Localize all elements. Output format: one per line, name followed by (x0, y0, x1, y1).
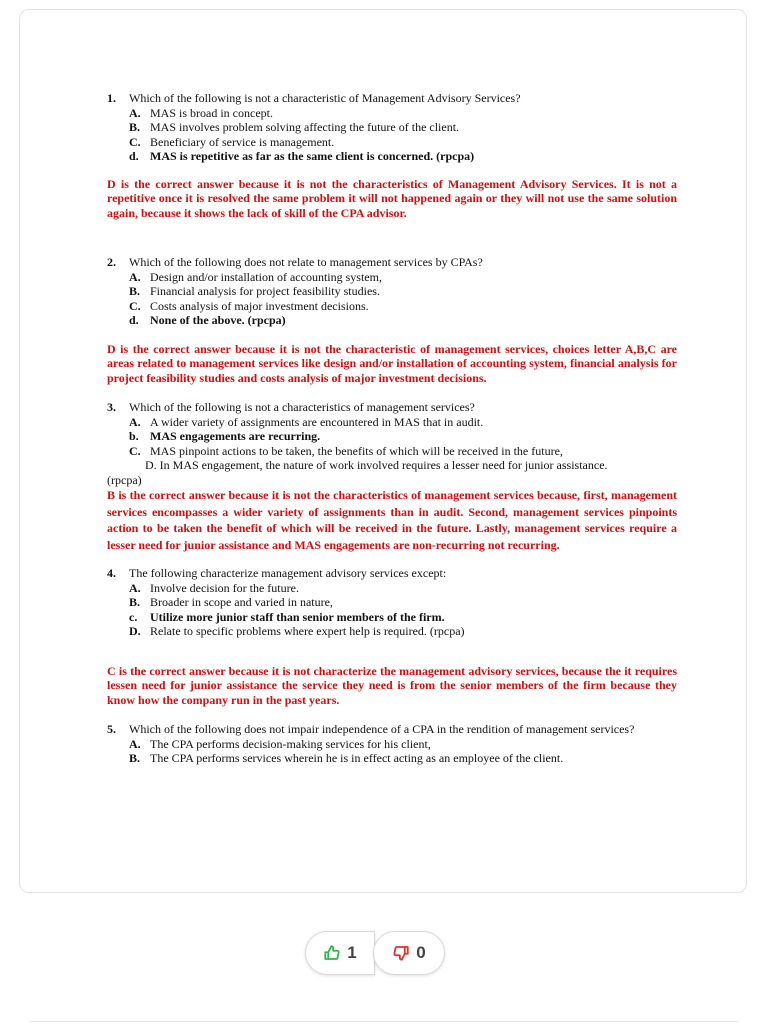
option-text: MAS is repetitive as far as the same client is concerned. (rpcpa) (150, 149, 475, 163)
option (129, 444, 677, 459)
question-2 (107, 255, 677, 270)
option-correct (129, 149, 677, 164)
question-text: The following characterize management advisory services except: (129, 566, 447, 580)
option-text: MAS engagements are recurring. (150, 429, 321, 443)
option-correct (129, 429, 677, 444)
downvote-count: 0 (416, 943, 426, 962)
option-text: A wider variety of assignments are encountered in MAS that in audit. (150, 414, 484, 429)
question-1 (107, 91, 677, 106)
option-letter: D. (129, 624, 141, 638)
option-letter: b. (129, 429, 139, 443)
option (129, 135, 677, 150)
thumbs-up-icon (323, 944, 341, 962)
option (129, 299, 677, 314)
option (129, 270, 677, 285)
question-number: 2. (107, 255, 116, 269)
option-letter: A. (129, 736, 141, 751)
option-letter: C. (129, 298, 141, 313)
option-text: Beneficiary of service is management. (150, 134, 335, 149)
answer-explanation-1: D is the correct answer because it is not the characteristics of Management Advisory Services. It is not a repetitive once it is resolved the same problem it will not happened again or they will not use the same solution again, because it shows the lack of skill of the CPA advisor. (107, 176, 677, 220)
option-letter: A. (129, 269, 141, 284)
option-text: MAS pinpoint actions to be taken, the benefits of which will be received in the future, (150, 443, 563, 458)
option (129, 737, 677, 752)
option-text: Financial analysis for project feasibility studies. (150, 284, 380, 298)
question-5-options (129, 737, 677, 766)
question-3-options (129, 415, 677, 459)
option-d-line: D. In MAS engagement, the nature of work involved requires a lesser need for junior assistance. (145, 458, 608, 472)
answer-explanation-4: C is the correct answer because it is not characterize the management advisory services, because the it requires lessen need for junior assistance the service they need is from the senior members of the firm because they know how the company run in the past years. (107, 663, 677, 707)
question-number: 4. (107, 566, 116, 580)
source-tag: (rpcpa) (107, 472, 142, 487)
question-text: Which of the following does not relate to management services by CPAs? (129, 255, 483, 269)
option-letter: B. (129, 595, 141, 609)
option-text: The CPA performs decision-making services for his client, (150, 736, 431, 751)
option-letter: c. (129, 609, 138, 624)
option (129, 581, 677, 596)
option-correct (129, 610, 677, 625)
answer-explanation-2: D is the correct answer because it is not the characteristic of management services, choices letter A,B,C are areas related to management services like design and/or installation of accounting system, financial analysis for project feasibility studies and costs analysis of major investment decisions. (107, 341, 677, 385)
option-text: MAS is broad in concept. (150, 105, 273, 120)
option-letter: d. (129, 313, 139, 327)
option-text: Broader in scope and varied in nature, (150, 595, 333, 609)
question-1-options (129, 106, 677, 164)
option-text: Costs analysis of major investment decisions. (150, 298, 369, 313)
option (129, 595, 677, 610)
option (129, 751, 677, 766)
option-text: Utilize more junior staff than senior members of the firm. (150, 609, 445, 624)
divider (30, 1021, 738, 1022)
question-number: 5. (107, 722, 116, 736)
option-text: Relate to specific problems where expert help is required. (rpcpa) (150, 624, 465, 638)
option-letter: B. (129, 751, 141, 765)
question-5 (107, 722, 677, 737)
option (129, 284, 677, 299)
document-content (107, 91, 677, 766)
option (129, 624, 677, 639)
option-letter: C. (129, 134, 141, 149)
option-text: MAS involves problem solving affecting the future of the client. (150, 120, 460, 134)
downvote-button[interactable] (373, 931, 445, 975)
option-letter: C. (129, 443, 141, 458)
option (129, 415, 677, 430)
question-number: 3. (107, 400, 116, 414)
thumbs-down-icon (392, 944, 410, 962)
vote-bar (305, 931, 445, 975)
question-text: Which of the following is not a characteristics of management services? (129, 400, 475, 414)
question-text: Which of the following is not a characteristic of Management Advisory Services? (129, 91, 521, 105)
option-letter: A. (129, 580, 141, 595)
option-letter: A. (129, 414, 141, 429)
option-letter: d. (129, 149, 139, 163)
option-text: Design and/or installation of accounting system, (150, 269, 382, 284)
option-text: Involve decision for the future. (150, 580, 299, 595)
question-number: 1. (107, 91, 116, 105)
answer-explanation-3: B is the correct answer because it is not the characteristics of management services because, first, management services encompasses a wider variety of assignments than in audit. Second, management services pinpoints action to be taken the benefit of which will be received in the future. Lastly, management services require a lesser need for junior assistance and MAS engagements are non-recurring not recurring. (107, 488, 677, 552)
option-text: The CPA performs services wherein he is in effect acting as an employee of the client. (150, 751, 564, 765)
option (129, 106, 677, 121)
question-text: Which of the following does not impair independence of a CPA in the rendition of management services? (129, 722, 635, 736)
question-2-options (129, 270, 677, 328)
question-3 (107, 400, 677, 415)
question-4 (107, 566, 677, 581)
question-4-options (129, 581, 677, 639)
option-letter: A. (129, 105, 141, 120)
option-letter: B. (129, 284, 141, 298)
option (129, 120, 677, 135)
option-text: None of the above. (rpcpa) (150, 313, 286, 327)
upvote-button[interactable] (305, 931, 375, 975)
upvote-count: 1 (347, 943, 357, 962)
option-letter: B. (129, 120, 141, 134)
option-correct (129, 313, 677, 328)
